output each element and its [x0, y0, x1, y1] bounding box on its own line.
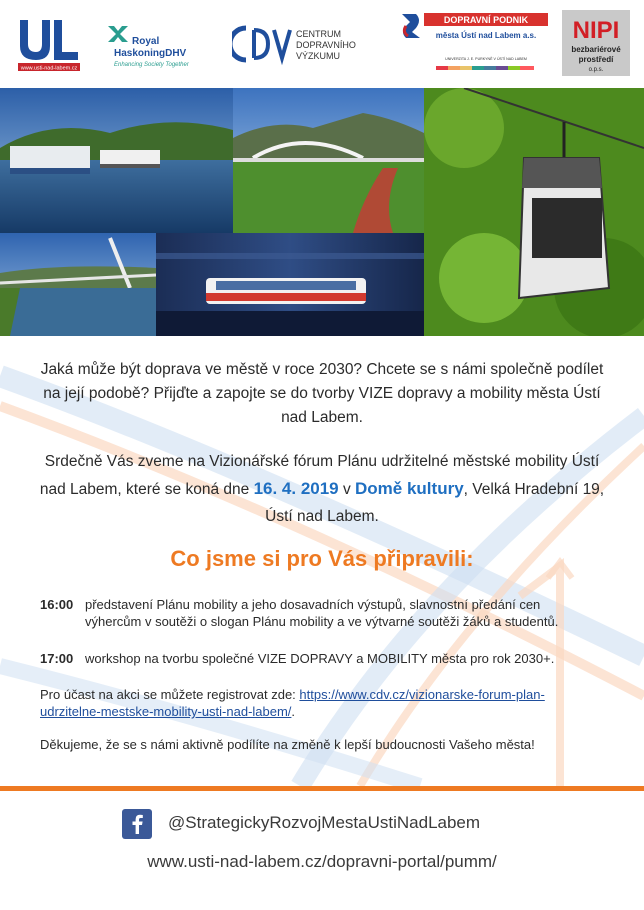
intro-text: Jaká může být doprava ve městě v roce 2030? Chcete se s námi společně podílet na její podobě? Přijďte a zapojte se do tvorby VIZE dopravy a mobility města Ústí nad Labem.: [40, 361, 604, 426]
footer-url[interactable]: www.usti-nad-labem.cz/dopravni-portal/pumm/: [147, 852, 497, 871]
cdv-line3: VÝZKUMU: [296, 51, 341, 61]
cdv-line1: CENTRUM: [296, 29, 341, 39]
registration-suffix: .: [291, 704, 296, 719]
bridge-bikepath-photo: [233, 88, 424, 233]
dp-line1: DOPRAVNÍ PODNIK: [443, 15, 529, 25]
program-time: 16:00: [40, 597, 74, 612]
registration-link[interactable]: https://www.cdv.cz/vizionarske-forum-plan-udrzitelne-mestske-mobility-usti-nad-labem/: [40, 687, 545, 719]
program-description: workshop na tvorbu společné VIZE DOPRAVY a MOBILITY města pro rok 2030+.: [85, 651, 555, 666]
nipi-line2: prostředí: [578, 55, 614, 64]
facebook-icon[interactable]: [122, 809, 152, 839]
program-time: 17:00: [40, 651, 74, 666]
program-item: [40, 596, 600, 630]
cable-car-photo: [424, 88, 644, 336]
royal-haskoning-logo: [104, 20, 214, 70]
royal-line2: HaskoningDHV: [114, 48, 187, 59]
registration-text: [40, 686, 600, 720]
ul-caption: www.usti-nad-labem.cz: [20, 65, 78, 72]
dp-line2: města Ústí nad Labem a.s.: [435, 31, 537, 40]
program-item: [40, 650, 600, 667]
invite-part3: , Velká Hradební 19, Ústí nad Labem.: [265, 481, 605, 525]
invite-part1: Srdečně Vás zveme na Vizionářské fórum Plánu udržitelné městské mobility Ústí nad Labem, které se koná dne: [39, 453, 600, 498]
royal-line1: Royal: [132, 36, 160, 47]
logo-strip: [0, 0, 644, 88]
invitation-text: [30, 448, 614, 530]
cdv-logo: [232, 22, 372, 66]
footer-divider: [0, 786, 644, 791]
program-description: představení Plánu mobility a jeho dosavadních výstupů, slavnostní předání cen výhercům v soutěži o slogan Plánu mobility a ve výtvarné soutěži žáků a studentů.: [85, 597, 559, 629]
river-boats-photo: [0, 88, 233, 233]
event-venue: Domě kultury: [355, 479, 464, 498]
event-date: 16. 4. 2019: [253, 479, 339, 498]
dopravni-podnik-logo: [398, 10, 550, 80]
trolleybus-photo: [156, 233, 424, 336]
ujep-text: UNIVERZITA J. E. PURKYNĚ V ÚSTÍ NAD LABEM: [445, 57, 527, 61]
facebook-handle[interactable]: @StrategickyRozvojMestaUstiNadLabem: [168, 813, 481, 832]
program-heading: Co jsme si pro Vás připravili:: [170, 546, 474, 571]
royal-tagline: Enhancing Society Together: [114, 62, 189, 68]
nipi-big: NIPI: [572, 17, 620, 44]
registration-prefix: Pro účast na akci se můžete registrovat zde:: [40, 687, 300, 702]
invite-part2: v: [338, 481, 356, 498]
suspension-bridge-photo: [0, 233, 156, 336]
thanks-text: Děkujeme, že se s námi aktivně podílíte na změně k lepší budoucnosti Vašeho města!: [40, 737, 535, 752]
nipi-line3: o.p.s.: [588, 67, 604, 73]
ul-city-logo: [16, 16, 82, 72]
cdv-line2: DOPRAVNÍHO: [296, 40, 356, 50]
nipi-logo: [562, 10, 630, 76]
nipi-line1: bezbariérové: [571, 45, 621, 54]
photo-collage: [0, 88, 644, 336]
